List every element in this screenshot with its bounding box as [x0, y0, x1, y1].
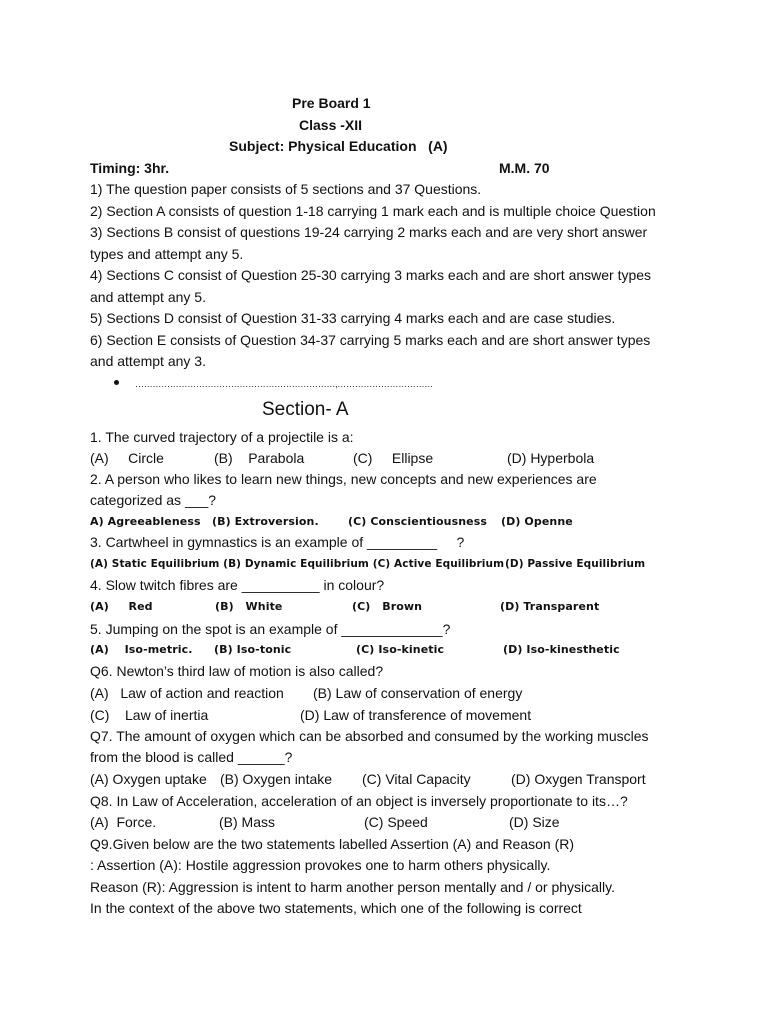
instruction-line: 1) The question paper consists of 5 sections and 37 Questions.: [90, 181, 482, 197]
question-text: 3. Cartwheel in gymnastics is an example of _________ ?: [90, 534, 465, 550]
instruction-line: 6) Section E consists of Question 34-37 carrying 5 marks each and are short answer types: [90, 332, 651, 348]
question-text: Q7. The amount of oxygen which can be absorbed and consumed by the working muscles: [90, 728, 649, 744]
question-text: categorized as ___?: [90, 492, 217, 508]
question-option: (A) Static Equilibrium (B) Dynamic Equilibrium (C) Active Equilibrium: [90, 558, 505, 570]
question-option: (C) Conscientiousness: [348, 515, 487, 528]
question-option: (D) Size: [509, 814, 560, 830]
question-text: Q9.Given below are the two statements labelled Assertion (A) and Reason (R): [90, 836, 575, 852]
question-option: (A) Red: [90, 600, 153, 613]
question-option: (B) Parabola: [214, 450, 305, 466]
instruction-line: 5) Sections D consist of Question 31-33 carrying 4 marks each and are case studies.: [90, 310, 616, 326]
question-option: (B) Extroversion.: [212, 515, 319, 528]
max-marks-label: M.M. 70: [499, 160, 550, 176]
question-text: Q8. In Law of Acceleration, acceleration of an object is inversely proportionate to its…?: [90, 793, 628, 809]
question-option: (C) Ellipse: [353, 450, 434, 466]
question-option: (D) Law of transference of movement: [300, 707, 532, 723]
exam-title: Pre Board 1: [292, 95, 371, 111]
instruction-line: types and attempt any 5.: [90, 246, 244, 262]
question-option: (D) Openne: [501, 515, 573, 528]
question-option: (C) Brown: [352, 600, 423, 613]
question-text: 1. The curved trajectory of a projectile is a:: [90, 429, 354, 445]
question-text: Reason (R): Aggression is intent to harm another person mentally and / or physically.: [90, 879, 615, 895]
question-text: from the blood is called ______?: [90, 749, 293, 765]
instruction-line: and attempt any 3.: [90, 353, 206, 369]
question-option: (B) Law of conservation of energy: [313, 685, 523, 701]
question-option: (B) Mass: [219, 814, 275, 830]
question-text: 5. Jumping on the spot is an example of _____________?: [90, 621, 451, 637]
question-text: 2. A person who likes to learn new things, new concepts and new experiences are: [90, 471, 597, 487]
question-option: (D) Transparent: [500, 600, 600, 613]
dotted-line: ……………………………………………………………,……………………………: [135, 379, 434, 389]
question-option: (A) Force.: [90, 814, 157, 830]
question-option: (D) Oxygen Transport: [511, 771, 646, 787]
subject-label: Subject: Physical Education (A): [229, 138, 448, 154]
question-option: (C) Law of inertia: [90, 707, 209, 723]
question-option: (D) Passive Equilibrium: [505, 558, 646, 570]
question-text: : Assertion (A): Hostile aggression provokes one to harm others physically.: [90, 857, 551, 873]
instruction-line: 3) Sections B consist of questions 19-24 carrying 2 marks each and are very short answer: [90, 224, 648, 240]
timing-label: Timing: 3hr.: [90, 160, 170, 176]
instruction-line: 4) Sections C consist of Question 25-30 carrying 3 marks each and are short answer types: [90, 267, 652, 283]
question-option: (D) Hyperbola: [507, 450, 595, 466]
question-option: (B) White: [215, 600, 283, 613]
instruction-line: and attempt any 5.: [90, 289, 206, 305]
question-option: (C) Speed: [364, 814, 428, 830]
class-label: Class -XII: [299, 117, 363, 133]
question-option: (A) Circle: [90, 450, 164, 466]
question-option: (A) Iso-metric.: [90, 643, 193, 656]
question-option: (A) Oxygen uptake: [90, 771, 207, 787]
question-text: In the context of the above two statements, which one of the following is correct: [90, 900, 582, 916]
question-option: (B) Oxygen intake: [220, 771, 333, 787]
question-option: (C) Iso-kinetic: [356, 643, 445, 656]
question-option: (D) Iso-kinesthetic: [503, 643, 620, 656]
bullet-dot: [114, 380, 119, 385]
question-text: 4. Slow twitch fibres are __________ in colour?: [90, 577, 385, 593]
section-heading: Section- A: [262, 399, 349, 420]
question-option: A) Agreeableness: [90, 515, 201, 528]
instruction-line: 2) Section A consists of question 1-18 carrying 1 mark each and is multiple choice Question: [90, 203, 656, 219]
question-option: (B) Iso-tonic: [214, 643, 292, 656]
question-text: Q6. Newton’s third law of motion is also called?: [90, 663, 384, 679]
question-option: (C) Vital Capacity: [362, 771, 471, 787]
question-option: (A) Law of action and reaction: [90, 685, 284, 701]
